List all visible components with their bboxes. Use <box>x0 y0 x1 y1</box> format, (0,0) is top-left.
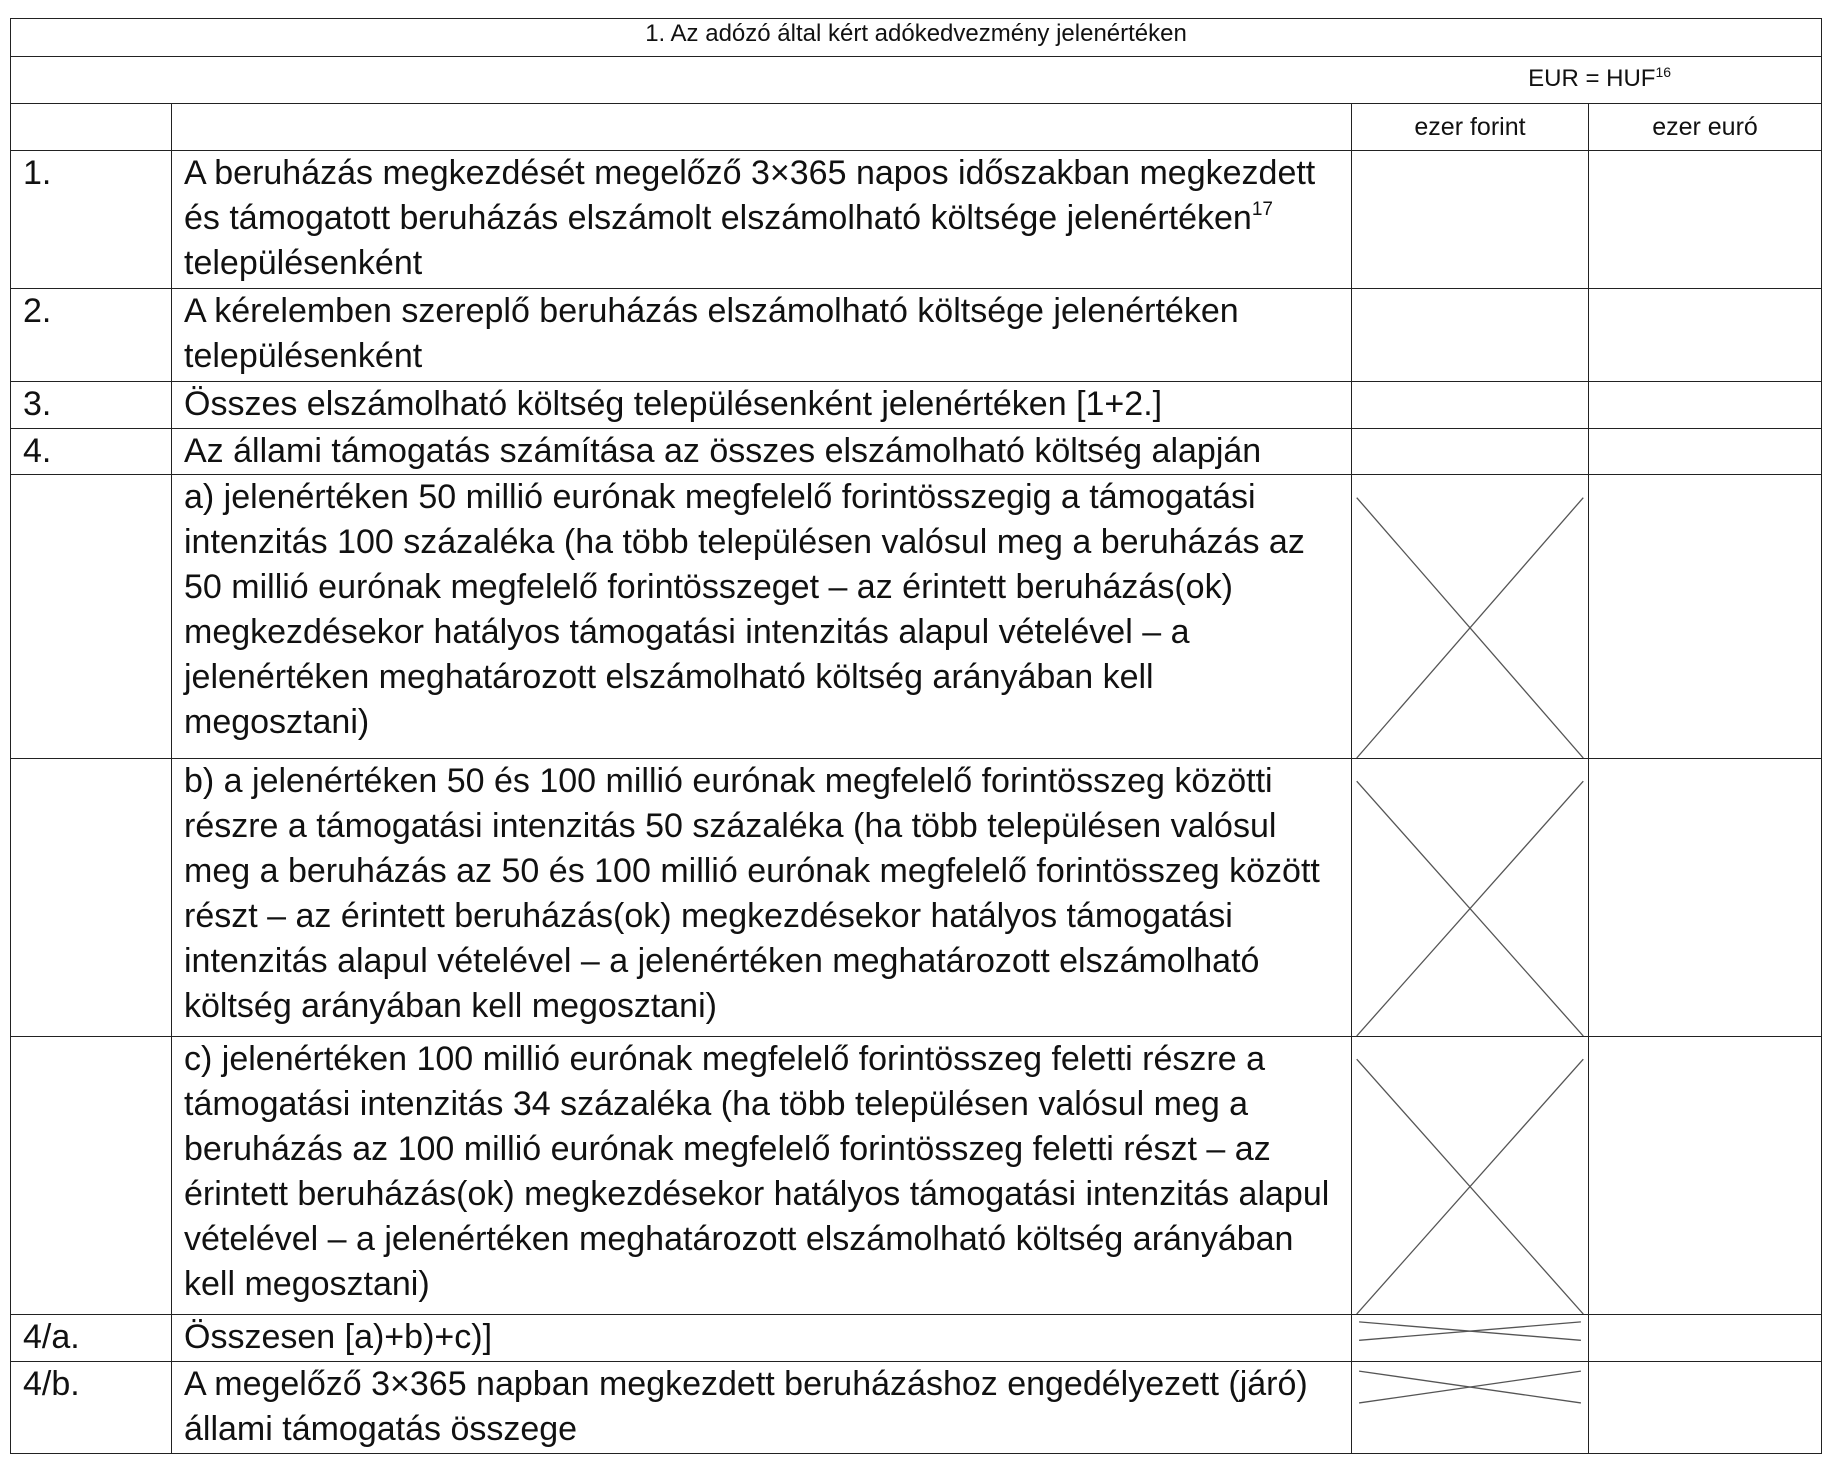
tax-relief-table <box>10 18 1822 1454</box>
forint-cell[interactable] <box>1352 429 1589 475</box>
table-row <box>11 429 1822 475</box>
row-number: 4/b. <box>11 1362 172 1454</box>
forint-cell[interactable] <box>1352 382 1589 429</box>
row-number: 1. <box>11 151 172 289</box>
forint-cell[interactable] <box>1352 151 1589 289</box>
column-header-euro: ezer euró <box>1589 104 1822 151</box>
table-row <box>11 289 1822 382</box>
crossed-out-cell <box>1352 1037 1589 1315</box>
row-text-after: településenként <box>184 244 423 282</box>
header-blank-desc <box>172 104 1352 151</box>
cross-mark <box>1352 1037 1588 1314</box>
euro-cell[interactable] <box>1589 289 1822 382</box>
row-description: Összesen [a)+b)+c)] <box>172 1315 1352 1362</box>
row-description: A megelőző 3×365 napban megkezdett beruházáshoz engedélyezett (járó) állami támogatás összege <box>172 1362 1352 1454</box>
forint-cell[interactable] <box>1352 289 1589 382</box>
row-description <box>172 151 1352 289</box>
euro-cell[interactable] <box>1589 151 1822 289</box>
table-row <box>11 382 1822 429</box>
row-text: A beruházás megkezdését megelőző 3×365 napos időszakban megkezdett és támogatott beruházás elszámolt elszámolható költsége jelenértéken <box>184 154 1316 237</box>
euro-cell[interactable] <box>1589 382 1822 429</box>
row-number <box>11 759 172 1037</box>
cross-mark <box>1352 1362 1588 1453</box>
euro-cell[interactable] <box>1589 1362 1822 1454</box>
header-blank-num <box>11 104 172 151</box>
exchange-rate-text: EUR = HUF <box>1528 65 1656 92</box>
row-description: Az állami támogatás számítása az összes elszámolható költség alapján <box>172 429 1352 475</box>
row-description: a) jelenértéken 50 millió eurónak megfelelő forintösszegig a támogatási intenzitás 100 százaléka (ha több településen valósul meg a beruházás az 50 millió eurónak megfelelő forintösszeget – az érintett beruházás(ok) megkezdésekor hatályos támogatási intenzitás alapul vételével – a jelenértéken meghatározott elszámolható költség arányában kell megosztani) <box>172 475 1352 759</box>
row-description: c) jelenértéken 100 millió eurónak megfelelő forintösszeg feletti részre a támogatási intenzitás 34 százaléka (ha több településen valósul meg a beruházás az 100 millió eurónak megfelelő forintösszeg feletti részt – az érintett beruházás(ok) megkezdésekor hatályos támogatási intenzitás alapul vételével – a jelenértéken meghatározott elszámolható költség arányában kell megosztani) <box>172 1037 1352 1315</box>
cross-mark <box>1352 1315 1588 1361</box>
row-description: Összes elszámolható költség településenként jelenértéken [1+2.] <box>172 382 1352 429</box>
cross-mark <box>1352 759 1588 1036</box>
column-header-forint: ezer forint <box>1352 104 1589 151</box>
cross-mark <box>1352 475 1588 758</box>
euro-cell[interactable] <box>1589 475 1822 759</box>
row-number <box>11 1037 172 1315</box>
row-footnote: 17 <box>1251 198 1273 220</box>
table-row <box>11 1362 1822 1454</box>
row-number: 2. <box>11 289 172 382</box>
row-number <box>11 475 172 759</box>
euro-cell[interactable] <box>1589 1037 1822 1315</box>
table-row <box>11 475 1822 759</box>
crossed-out-cell <box>1352 1315 1589 1362</box>
euro-cell[interactable] <box>1589 429 1822 475</box>
crossed-out-cell <box>1352 1362 1589 1454</box>
row-number: 4. <box>11 429 172 475</box>
crossed-out-cell <box>1352 759 1589 1037</box>
row-description: b) a jelenértéken 50 és 100 millió eurónak megfelelő forintösszeg közötti részre a támogatási intenzitás 50 százaléka (ha több településen valósul meg a beruházás az 50 és 100 millió eurónak megfelelő forintösszeg között részt – az érintett beruházás(ok) megkezdésekor hatályos támogatási intenzitás alapul vételével – a jelenértéken meghatározott elszámolható költség arányában kell megosztani) <box>172 759 1352 1037</box>
crossed-out-cell <box>1352 475 1589 759</box>
table-row <box>11 1037 1822 1315</box>
table-row <box>11 151 1822 289</box>
table-row <box>11 759 1822 1037</box>
row-number: 4/a. <box>11 1315 172 1362</box>
row-number: 3. <box>11 382 172 429</box>
euro-cell[interactable] <box>1589 759 1822 1037</box>
row-description: A kérelemben szereplő beruházás elszámolható költsége jelenértéken településenként <box>172 289 1352 382</box>
exchange-rate-label <box>11 57 1822 104</box>
exchange-rate-footnote: 16 <box>1655 64 1672 80</box>
table-row <box>11 1315 1822 1362</box>
euro-cell[interactable] <box>1589 1315 1822 1362</box>
table-title: 1. Az adózó által kért adókedvezmény jelenértéken <box>11 19 1822 57</box>
